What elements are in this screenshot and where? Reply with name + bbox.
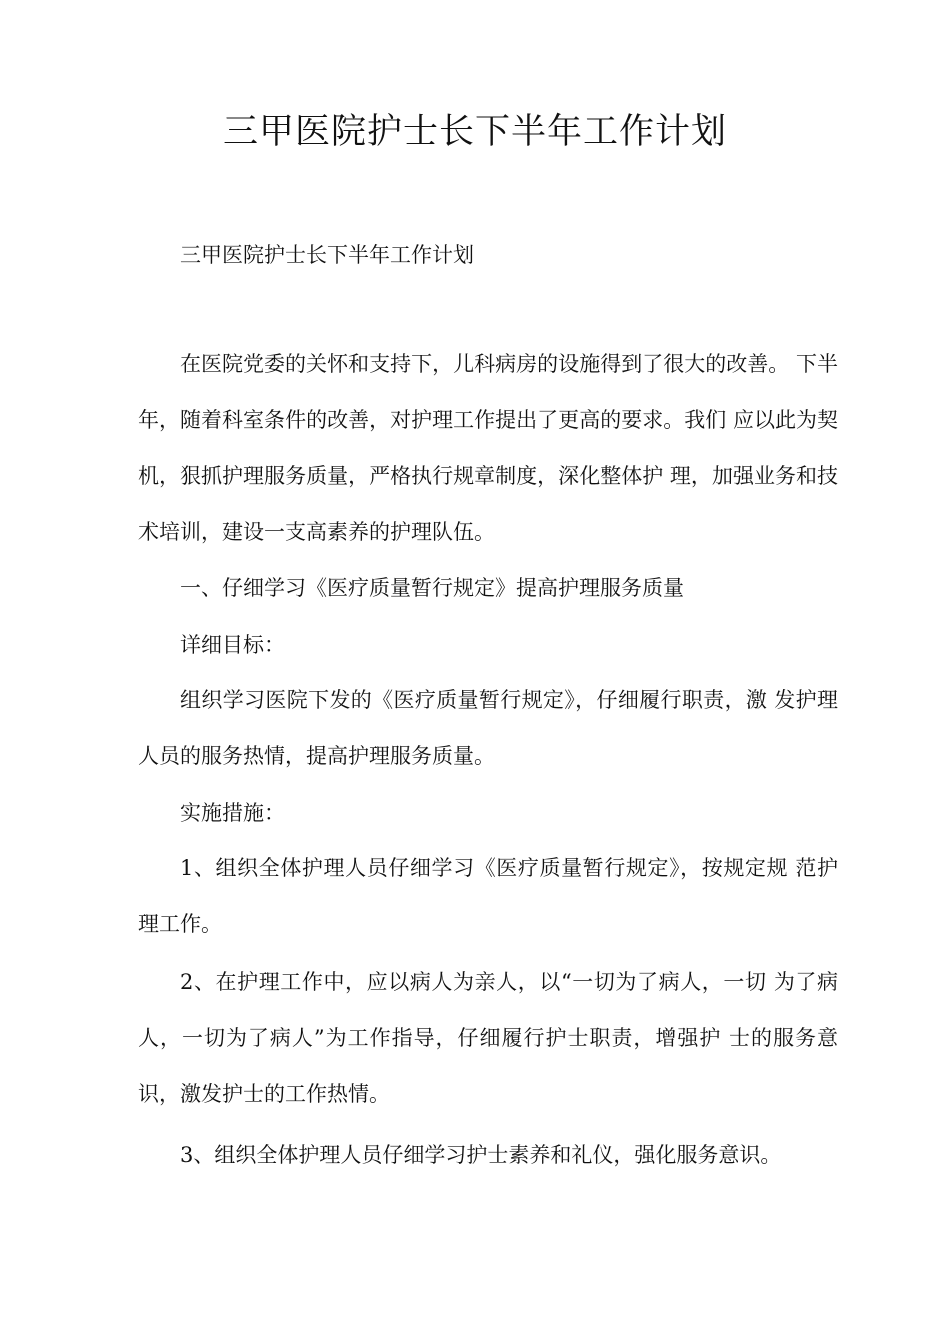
document-subtitle: 三甲医院护士长下半年工作计划 — [180, 243, 474, 267]
section-1-heading: 一、仔细学习《医疗质量暂行规定》提高护理服务质量 — [180, 576, 684, 600]
measure-1-paragraph: 1、组织全体护理人员仔细学习《医疗质量暂行规定》，按规定规 范护理工作。 — [138, 856, 838, 936]
goal-label: 详细目标： — [180, 633, 285, 657]
intro-paragraph: 在医院党委的关怀和支持下，儿科病房的设施得到了很大的改善。 下半年，随着科室条件的改善，对护理工作提出了更高的要求。我们 应以此为契机，狠抓护理服务质量，严格执行规章制度，深化整体护 理，加强业务和技术培训，建设一支高素养的护理队伍。 — [138, 352, 838, 544]
measures-label: 实施措施： — [180, 801, 285, 825]
measure-3-paragraph: 3、组织全体护理人员仔细学习护士素养和礼仪，强化服务意识。 — [180, 1143, 782, 1167]
measure-2-paragraph: 2、在护理工作中，应以病人为亲人，以“一切为了病人，一切 为了病人，一切为了病人”为工作指导，仔细履行护士职责，增强护 士的服务意识，激发护士的工作热情。 — [138, 970, 838, 1106]
goal-paragraph: 组织学习医院下发的《医疗质量暂行规定》，仔细履行职责，激 发护理人员的服务热情，提高护理服务质量。 — [138, 688, 838, 768]
document-title: 三甲医院护士长下半年工作计划 — [222, 112, 727, 152]
